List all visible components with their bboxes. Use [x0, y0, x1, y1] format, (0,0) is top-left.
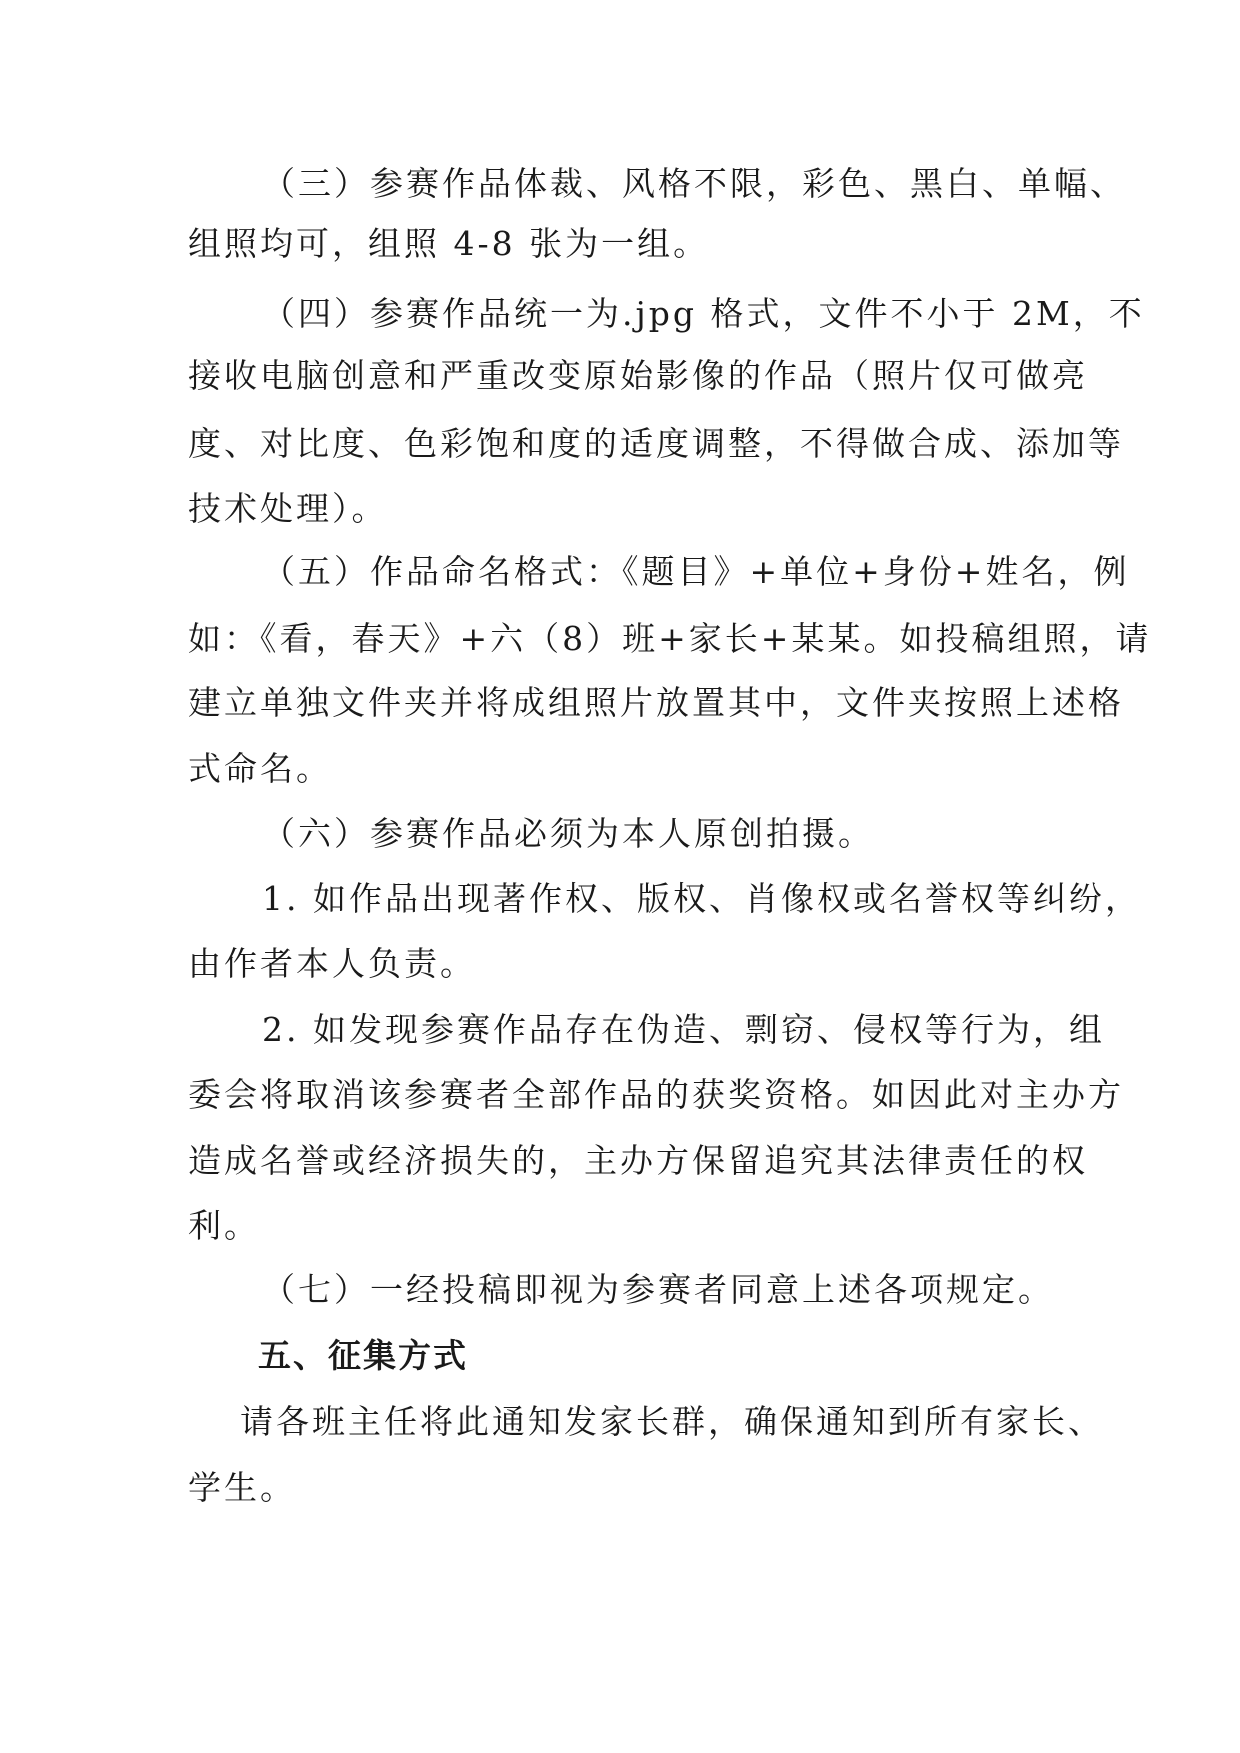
- paragraph-line: 请各班主任将此通知发家长群，确保通知到所有家长、: [240, 1402, 1104, 1441]
- paragraph-line: （四）参赛作品统一为.jpg 格式，文件不小于 2M，不: [262, 294, 1145, 333]
- paragraph-line: 如：《看，春天》+六（8）班+家长+某某。如投稿组照，请: [188, 619, 1152, 658]
- paragraph-line: （七）一经投稿即视为参赛者同意上述各项规定。: [262, 1270, 1054, 1309]
- paragraph-line: 技术处理）。: [188, 489, 388, 528]
- list-item-line: 由作者本人负责。: [188, 944, 476, 983]
- paragraph-line: 建立单独文件夹并将成组照片放置其中，文件夹按照上述格: [188, 683, 1124, 722]
- list-item-line: 造成名誉或经济损失的，主办方保留追究其法律责任的权: [188, 1141, 1088, 1180]
- paragraph-line: 度、对比度、色彩饱和度的适度调整，不得做合成、添加等: [188, 424, 1124, 463]
- list-item-line: 委会将取消该参赛者全部作品的获奖资格。如因此对主办方: [188, 1075, 1124, 1114]
- paragraph-line: 组照均可，组照 4-8 张为一组。: [188, 224, 710, 263]
- list-item-line: 利。: [188, 1206, 260, 1245]
- list-item-line: 1. 如作品出现著作权、版权、肖像权或名誉权等纠纷，: [262, 879, 1141, 918]
- section-heading: 五、征集方式: [258, 1336, 468, 1375]
- paragraph-line: 接收电脑创意和严重改变原始影像的作品（照片仅可做亮: [188, 356, 1088, 395]
- paragraph-line: （六）参赛作品必须为本人原创拍摄。: [262, 814, 874, 853]
- paragraph-line: （五）作品命名格式：《题目》+单位+身份+姓名，例: [262, 552, 1130, 591]
- paragraph-line: 式命名。: [188, 749, 332, 788]
- list-item-line: 2. 如发现参赛作品存在伪造、剽窃、侵权等行为，组: [262, 1010, 1105, 1049]
- paragraph-line: （三）参赛作品体裁、风格不限，彩色、黑白、单幅、: [262, 164, 1126, 203]
- paragraph-line: 学生。: [188, 1468, 296, 1507]
